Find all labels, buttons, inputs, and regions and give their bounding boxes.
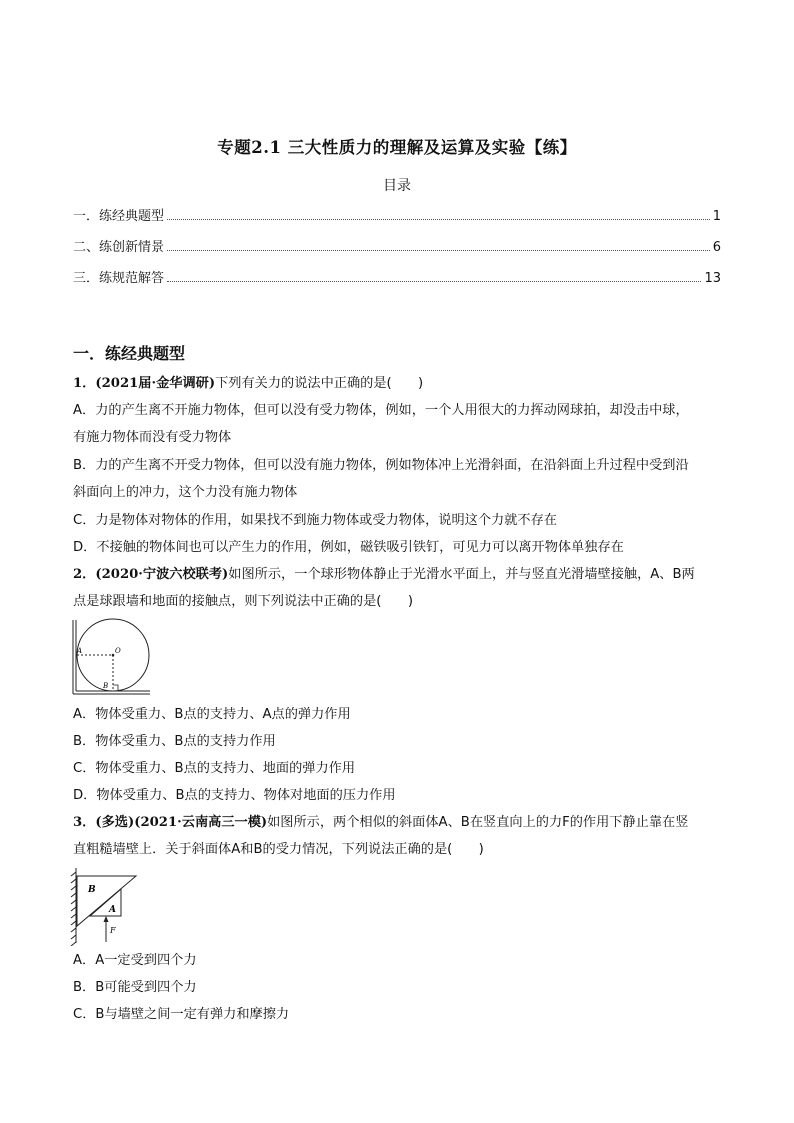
toc-item-label: 二、练创新情景 — [73, 240, 165, 255]
q3-stem: 3．(多选)(2021·云南高三一模)如图所示，两个相似的斜面体A、B在竖直向上的力F的作用下静止靠在竖 — [73, 815, 689, 830]
toc-item-label: 三．练规范解答 — [73, 271, 165, 286]
q3-label-f: F — [110, 926, 116, 935]
section-heading: 一．练经典题型 — [73, 344, 186, 363]
q1-option-c: C．力是物体对物体的作用，如果找不到施力物体或受力物体，说明这个力就不存在 — [73, 513, 557, 528]
q1-option-a: A．力的产生离不开施力物体，但可以没有受力物体，例如，一个人用很大的力挥动网球拍，却没击中球， — [73, 403, 689, 418]
q3-option-a: A．A一定受到四个力 — [73, 953, 197, 968]
q2-label-b: B — [103, 682, 109, 690]
q3-stem-cont: 直粗糙墙壁上．关于斜面体A和B的受力情况，下列说法正确的是( ) — [73, 842, 484, 857]
q2-option-b: B．物体受重力、B点的支持力作用 — [73, 734, 276, 749]
q3-figure-wedges-wall — [68, 866, 142, 946]
q2-figure-sphere-wall — [68, 618, 152, 698]
q2-label-o: O — [115, 647, 121, 655]
q2-source: 2．(2020·宁波六校联考) — [73, 567, 229, 582]
q3-label-a: A — [109, 905, 116, 915]
q3-option-b: B．B可能受到四个力 — [73, 980, 197, 995]
q2-option-c: C．物体受重力、B点的支持力、地面的弹力作用 — [73, 761, 356, 776]
q2-stem-cont: 点是球跟墙和地面的接触点，则下列说法中正确的是( ) — [73, 594, 413, 609]
toc-leader — [167, 250, 710, 251]
q2-option-d: D．物体受重力、B点的支持力、物体对地面的压力作用 — [73, 788, 396, 803]
toc-item-label: 一．练经典题型 — [73, 209, 165, 224]
q1-option-d: D．不接触的物体间也可以产生力的作用，例如，磁铁吸引铁钉，可见力可以离开物体单独存在 — [73, 540, 624, 555]
q2-stem: 2．(2020·宁波六校联考)如图所示，一个球形物体静止于光滑水平面上，并与竖直光滑墙壁接触，A、B两 — [73, 567, 695, 582]
q1-option-b: B．力的产生离不开受力物体，但可以没有施力物体，例如物体冲上光滑斜面，在沿斜面上升过程中受到沿 — [73, 458, 689, 473]
toc-item[interactable] — [73, 266, 721, 286]
toc-item[interactable] — [73, 204, 721, 224]
q1-option-b-cont: 斜面向上的冲力，这个力没有施力物体 — [73, 485, 298, 500]
toc-item-page: 13 — [704, 271, 721, 286]
toc-item-page: 1 — [712, 209, 721, 224]
q3-option-c: C．B与墙壁之间一定有弹力和摩擦力 — [73, 1007, 290, 1022]
q2-option-a: A．物体受重力、B点的支持力、A点的弹力作用 — [73, 707, 351, 722]
page-title: 专题2.1 三大性质力的理解及运算及实验【练】 — [217, 138, 577, 157]
q3-label-b: B — [88, 885, 96, 895]
q3-source: 3．(多选)(2021·云南高三一模) — [73, 815, 268, 830]
toc-leader — [167, 219, 710, 220]
toc-item[interactable] — [73, 235, 721, 255]
q1-source: 1．(2021届·金华调研) — [73, 376, 216, 391]
q1-option-a-cont: 有施力物体而没有受力物体 — [73, 430, 232, 445]
toc-leader — [167, 281, 701, 282]
toc-item-page: 6 — [712, 240, 721, 255]
q1-stem: 1．(2021届·金华调研)下列有关力的说法中正确的是( ) — [73, 376, 424, 391]
toc-heading: 目录 — [383, 178, 411, 194]
q2-label-a: A — [77, 647, 83, 655]
